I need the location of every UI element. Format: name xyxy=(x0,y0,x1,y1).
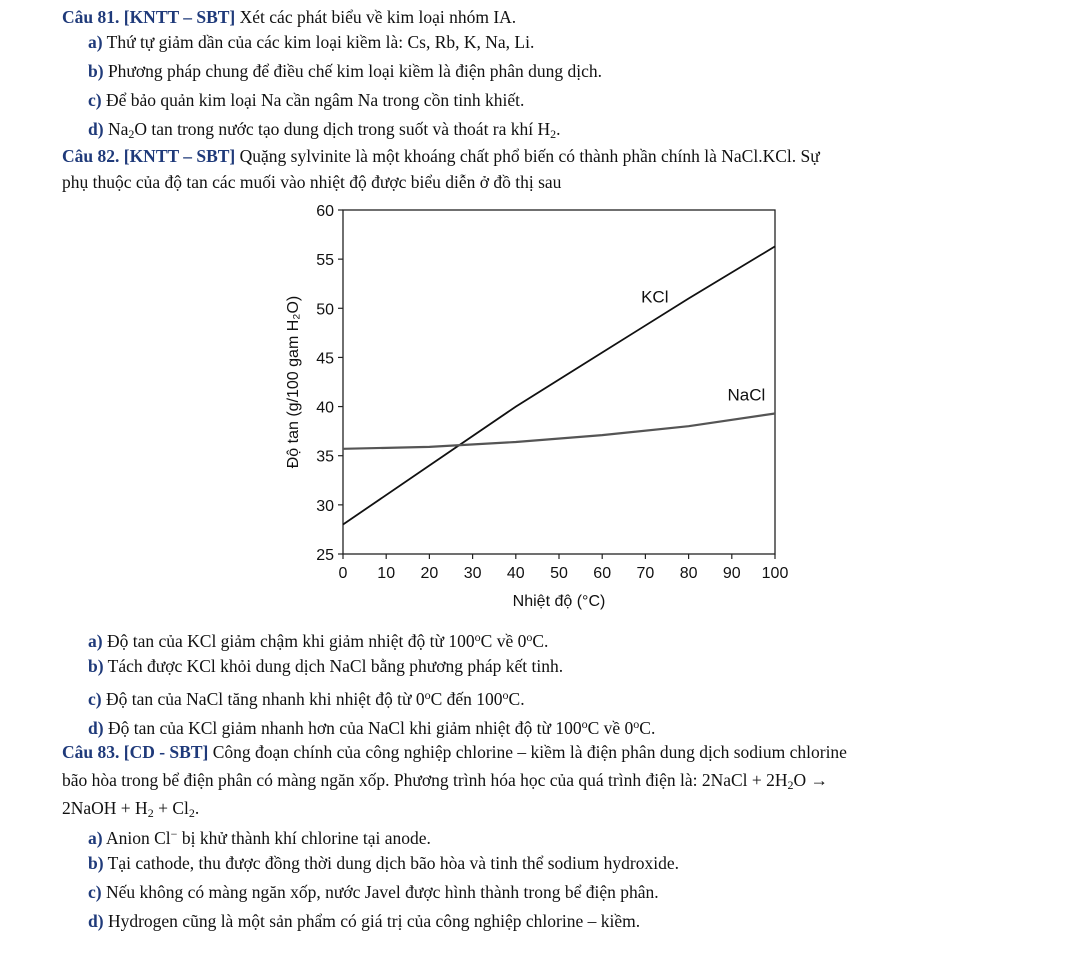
option-label: b) xyxy=(88,656,104,676)
y-axis-label: Độ tan (g/100 gam H₂O) xyxy=(285,295,302,469)
text-run: . xyxy=(556,119,561,139)
option-label: b) xyxy=(88,61,104,81)
y-tick-label: 45 xyxy=(316,350,334,368)
q82-option-c xyxy=(88,684,525,710)
text-run: Độ tan của NaCl tăng nhanh khi nhiệt độ từ 0 xyxy=(105,689,425,709)
q83-option-d xyxy=(88,910,640,932)
text-run: C. xyxy=(532,631,549,651)
option-text: Phương pháp chung để điều chế kim loại kiềm là điện phân dung dịch. xyxy=(107,61,602,81)
option-label: c) xyxy=(88,882,102,902)
y-tick-label: 35 xyxy=(316,448,334,466)
text-run: 2NaOH + H xyxy=(62,798,148,818)
option-label: d) xyxy=(88,911,104,931)
superscript: o xyxy=(424,688,431,702)
q81-option-d xyxy=(88,118,561,145)
superscript: o xyxy=(502,688,509,702)
option-label: c) xyxy=(88,689,102,709)
chart-series xyxy=(343,246,775,524)
solubility-chart xyxy=(280,197,800,622)
x-tick-label: 80 xyxy=(679,565,698,582)
option-label: a) xyxy=(88,32,103,52)
y-tick-label: 30 xyxy=(316,497,334,515)
q83-header: Câu 83. [CD - SBT] xyxy=(62,742,209,762)
chart-axes xyxy=(343,210,775,554)
x-tick-label: 70 xyxy=(636,565,655,582)
superscript: o xyxy=(474,630,481,644)
text-run: C. xyxy=(508,689,525,709)
text-run: . xyxy=(194,798,200,818)
subscript: 2 xyxy=(128,127,135,141)
y-tick-label: 40 xyxy=(316,399,334,417)
option-label: a) xyxy=(88,631,103,651)
option-label: a) xyxy=(88,828,103,848)
text-run: bão hòa trong bể điện phân có màng ngăn xốp. Phương trình hóa học của quá trình điện là: 2NaCl + 2H xyxy=(62,770,788,790)
y-tick-label: 55 xyxy=(316,252,334,270)
q82-option-a xyxy=(88,626,548,652)
q82-text-2: phụ thuộc của độ tan các muối vào nhiệt độ được biểu diễn ở đồ thị sau xyxy=(62,172,562,192)
q83-equation xyxy=(62,797,199,824)
q82-header: Câu 82. [KNTT – SBT] xyxy=(62,146,236,166)
q83-option-a xyxy=(88,823,431,849)
q83-header-line xyxy=(62,741,847,763)
plot-frame xyxy=(343,210,775,554)
superscript: o xyxy=(633,717,640,731)
superscript: o xyxy=(526,630,533,644)
text-run: C về 0 xyxy=(480,631,527,651)
q81-option-c xyxy=(88,89,524,111)
q82-option-d xyxy=(88,713,655,739)
option-text: Thứ tự giảm dần của các kim loại kiềm là: Cs, Rb, K, Na, Li. xyxy=(106,32,535,52)
x-axis-label: Nhiệt độ (°C) xyxy=(512,593,606,610)
text-run: bị khử thành khí chlorine tại anode. xyxy=(177,828,431,848)
x-tick-label: 30 xyxy=(463,565,482,582)
y-tick-label: 60 xyxy=(316,203,334,220)
text-run: O tan trong nước tạo dung dịch trong suốt và thoát ra khí H xyxy=(134,119,551,139)
subscript: 2 xyxy=(787,778,794,792)
option-label: d) xyxy=(88,718,104,738)
subscript: 2 xyxy=(550,127,557,141)
q83-text-1: Công đoạn chính của công nghiệp chlorine – kiềm là điện phân dung dịch sodium chlorine xyxy=(212,742,847,762)
text-run: Na xyxy=(107,119,129,139)
subscript: 2 xyxy=(147,806,154,820)
x-tick-label: 50 xyxy=(550,565,568,582)
option-text: Tại cathode, thu được đồng thời dung dịch bão hòa và tinh thể sodium hydroxide. xyxy=(107,853,679,873)
subscript: 2 xyxy=(188,806,195,820)
q82-header-line xyxy=(62,145,820,167)
q83-option-c xyxy=(88,881,659,903)
x-tick-label: 40 xyxy=(506,565,525,582)
kcl-series-label: KCl xyxy=(641,287,669,307)
q82-option-b xyxy=(88,655,563,677)
option-label: d) xyxy=(88,119,104,139)
series-line-nacl xyxy=(343,414,775,449)
option-text: Để bảo quản kim loại Na cần ngâm Na trong cồn tinh khiết. xyxy=(105,90,525,110)
superscript: − xyxy=(170,827,178,841)
y-tick-label: 25 xyxy=(316,547,334,564)
x-tick-label: 90 xyxy=(722,565,741,582)
q82-text-1: Quặng sylvinite là một khoáng chất phổ biến có thành phần chính là NaCl.KCl. Sự xyxy=(239,146,820,166)
q81-header-line xyxy=(62,6,516,28)
text-run: Độ tan của KCl giảm chậm khi giảm nhiệt độ từ 100 xyxy=(106,631,475,651)
x-tick-label: 10 xyxy=(377,565,396,582)
q81-header: Câu 81. [KNTT – SBT] xyxy=(62,7,236,27)
q83-option-b xyxy=(88,852,679,874)
x-tick-label: 60 xyxy=(593,565,612,582)
x-tick-label: 0 xyxy=(338,565,348,582)
option-text: Nếu không có màng ngăn xốp, nước Javel được hình thành trong bể điện phân. xyxy=(105,882,659,902)
text-run: C. xyxy=(639,718,656,738)
option-text: Hydrogen cũng là một sản phẩm có giá trị của công nghiệp chlorine – kiềm. xyxy=(107,911,641,931)
superscript: o xyxy=(581,717,588,731)
y-tick-label: 50 xyxy=(316,301,334,319)
text-run: O → xyxy=(793,770,829,790)
q81-option-a xyxy=(88,31,534,53)
text-run: Anion Cl xyxy=(106,828,171,848)
q83-text-2 xyxy=(62,769,828,796)
series-line-kcl xyxy=(343,246,775,524)
option-label: b) xyxy=(88,853,104,873)
nacl-series-label: NaCl xyxy=(727,385,766,405)
q81-text: Xét các phát biểu về kim loại nhóm IA. xyxy=(239,7,517,27)
option-label: c) xyxy=(88,90,102,110)
text-run: Độ tan của KCl giảm nhanh hơn của NaCl khi giảm nhiệt độ từ 100 xyxy=(107,718,582,738)
text-run: C về 0 xyxy=(587,718,634,738)
option-text: Tách được KCl khỏi dung dịch NaCl bằng phương pháp kết tinh. xyxy=(107,656,564,676)
x-tick-label: 100 xyxy=(761,565,789,582)
chart-ticks xyxy=(316,203,788,582)
q81-option-b xyxy=(88,60,602,82)
x-tick-label: 20 xyxy=(420,565,439,582)
text-run: + Cl xyxy=(153,798,189,818)
text-run: C đến 100 xyxy=(430,689,503,709)
